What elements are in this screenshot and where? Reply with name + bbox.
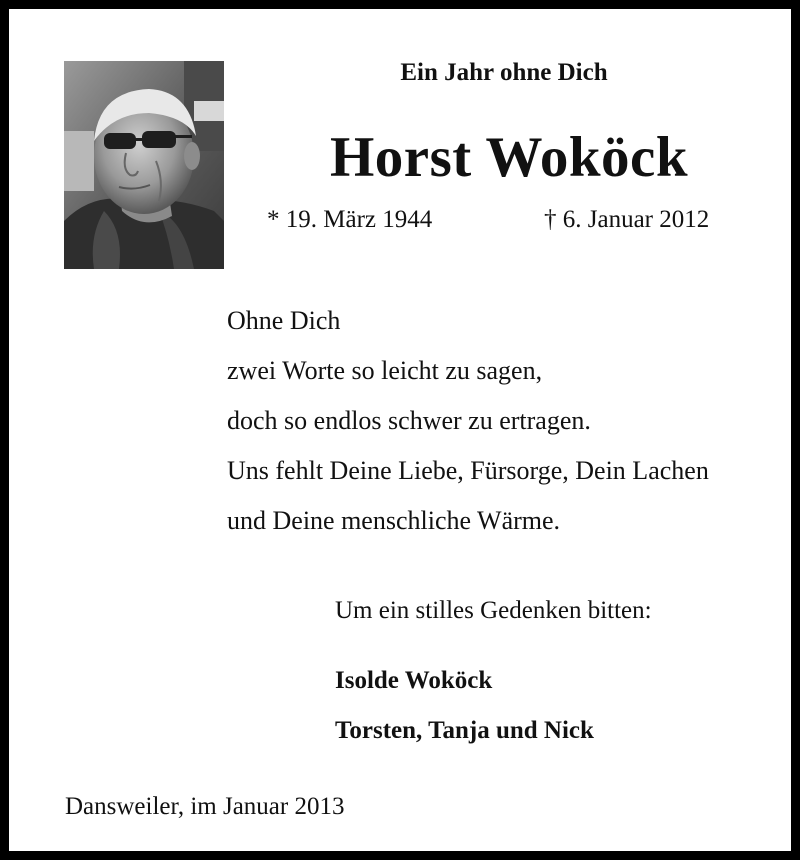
poem <box>227 296 709 546</box>
mourners <box>335 656 594 756</box>
poem-line: Ohne Dich <box>227 306 341 335</box>
poem-line: und Deine menschliche Wärme. <box>227 506 561 535</box>
birth-date: * 19. März 1944 <box>267 206 433 233</box>
portrait-photo <box>64 61 224 269</box>
subtitle: Ein Jahr ohne Dich <box>400 59 608 86</box>
mourner-name: Isolde Woköck <box>335 667 493 694</box>
memorial-request: Um ein stilles Gedenken bitten: <box>335 597 652 624</box>
poem-line: Uns fehlt Deine Liebe, Fürsorge, Dein Lachen <box>227 456 709 485</box>
death-date: † 6. Januar 2012 <box>544 206 710 233</box>
place-date: Dansweiler, im Januar 2013 <box>65 793 345 820</box>
deceased-name: Horst Woköck <box>329 126 689 189</box>
mourner-name: Torsten, Tanja und Nick <box>335 717 594 744</box>
portrait-image <box>64 61 224 269</box>
poem-line: doch so endlos schwer zu ertragen. <box>227 406 591 435</box>
poem-line: zwei Worte so leicht zu sagen, <box>227 356 543 385</box>
